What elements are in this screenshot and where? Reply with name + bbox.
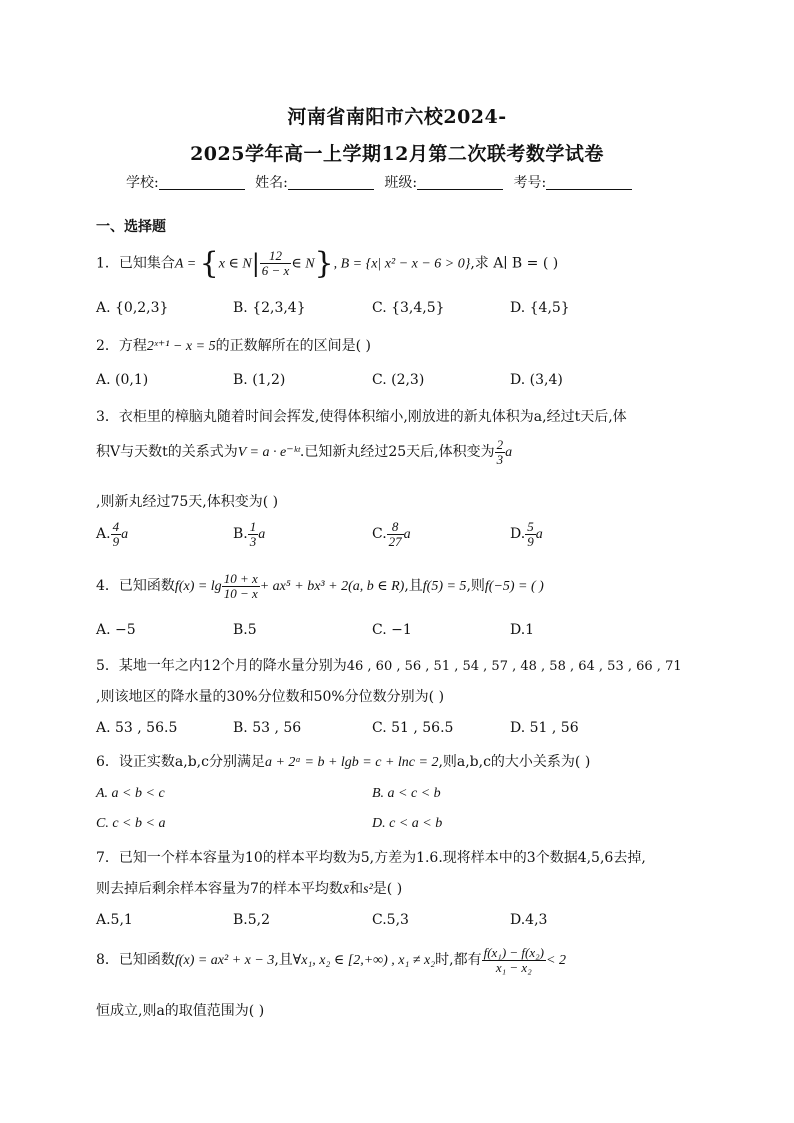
q6-option-b: B. a < c < b <box>372 786 441 801</box>
question-2: 2．方程2ˣ⁺¹ − x = 5的正数解所在的区间是( ) <box>96 338 371 354</box>
field-class-label: 班级: <box>384 175 418 191</box>
q1-option-d: D. {4,5} <box>510 300 570 316</box>
question-7-line2: 则去掉后剩余样本容量为7的样本平均数x̄和s²是( ) <box>96 881 403 897</box>
page-title-line2: 2025学年高一上学期12月第二次联考数学试卷 <box>190 143 604 165</box>
student-info-row <box>126 172 638 192</box>
q3-option-c: C. $\frac{8}{27}$ a <box>372 519 411 549</box>
question-5-line2: ,则该地区的降水量的30%分位数和50%分位数分别为( ) <box>96 689 445 705</box>
q7-option-d: D.4,3 <box>510 912 548 928</box>
q7-option-c: C.5,3 <box>372 912 409 928</box>
q6-option-a: A. a < b < c <box>96 786 165 801</box>
question-8: 8．已知函数f(x) = ax² + x − 3,且∀x₁, x₂ ∈ [2,+∞) , x₁ ≠ x₂时,都有 $\frac{\text{f(x₁) − f(x₂)}}{\text{x₁ − x₂}}$ < 2 <box>96 945 566 975</box>
q4-option-d: D.1 <box>510 622 535 638</box>
q2-option-c: C. (2,3) <box>372 372 425 388</box>
q6-option-d: D. c < a < b <box>372 816 443 831</box>
q1-option-b: B. {2,3,4} <box>233 300 306 316</box>
question-3-line1: 3．衣柜里的樟脑丸随着时间会挥发,使得体积缩小,刚放进的新丸体积为a,经过t天后,体 <box>96 409 627 425</box>
q5-option-c: C. 51 , 56.5 <box>372 720 454 736</box>
q5-option-b: B. 53 , 56 <box>233 720 302 736</box>
q3-option-d: D. $\frac{5}{9}$ a <box>510 519 543 549</box>
q4-option-c: C. −1 <box>372 622 412 638</box>
q7-option-a: A.5,1 <box>96 912 133 928</box>
q2-option-d: D. (3,4) <box>510 372 563 388</box>
q1-option-c: C. {3,4,5} <box>372 300 445 316</box>
q5-option-d: D. 51 , 56 <box>510 720 579 736</box>
q1-fraction: $\frac{12}{6 - x}$ <box>261 248 290 278</box>
field-name-label: 姓名: <box>255 175 288 191</box>
q6-option-c: C. c < b < a <box>96 816 166 831</box>
q2-option-a: A. (0,1) <box>96 372 149 388</box>
q3-option-b: B. $\frac{1}{3}$ a <box>233 519 266 549</box>
question-6: 6．设正实数a,b,c分别满足a + 2ᵃ = b + lgb = c + lnc = 2,则a,b,c的大小关系为( ) <box>96 754 591 770</box>
question-4: 4．已知函数f(x) = lg $\frac{10 + x}{10 - x}$ + ax⁵ + bx³ + 2(a, b ∈ R),且f(5) = 5,则f(−5) = ( ) <box>96 571 544 601</box>
field-id-label: 考号: <box>513 175 547 191</box>
q4-option-b: B.5 <box>233 622 257 638</box>
question-3-line2: 积V与天数t的关系式为V = a · e⁻ᵏᵗ.已知新丸经过25天后,体积变为 $\frac{2}{3}$ a <box>96 437 513 467</box>
section-heading: 一、选择题 <box>96 219 166 235</box>
q8-fraction: $\frac{\text{f(x₁) − f(x₂)}}{\text{x₁ − x₂}}$ <box>483 945 544 975</box>
question-3-line3: ,则新丸经过75天,体积变为( ) <box>96 494 279 510</box>
q2-option-b: B. (1,2) <box>233 372 286 388</box>
field-id-blank[interactable] <box>546 175 632 190</box>
field-class-blank[interactable] <box>417 175 503 190</box>
q5-option-a: A. 53 , 56.5 <box>96 720 178 736</box>
q3-fraction: $\frac{2}{3}$ <box>496 437 504 467</box>
q4-fraction: $\frac{10 + x}{10 - x}$ <box>223 571 258 601</box>
field-school-label: 学校: <box>126 175 159 191</box>
q7-option-b: B.5,2 <box>233 912 271 928</box>
question-7-line1: 7．已知一个样本容量为10的样本平均数为5,方差为1.6.现将样本中的3个数据4,5,6去掉, <box>96 850 646 866</box>
field-name-blank[interactable] <box>288 175 374 190</box>
q3-option-a: A. $\frac{4}{9}$ a <box>96 519 129 549</box>
q4-option-a: A. −5 <box>96 622 136 638</box>
page-title-line1: 河南省南阳市六校2024- <box>287 106 507 128</box>
q1-option-a: A. {0,2,3} <box>96 300 169 316</box>
question-5-line1: 5．某地一年之内12个月的降水量分别为46 , 60 , 56 , 51 , 54 , 57 , 48 , 58 , 64 , 53 , 66 , 71 <box>96 658 682 674</box>
question-8-line2: 恒成立,则a的取值范围为( ) <box>96 1003 265 1019</box>
question-1: 1．已知集合A = {x ∈ N| $\frac{12}{6 - x}$ ∈ N}, B = {x| x² − x − 6 > 0},求 A∣ B = ( ) <box>96 246 559 281</box>
field-school-blank[interactable] <box>159 175 245 190</box>
